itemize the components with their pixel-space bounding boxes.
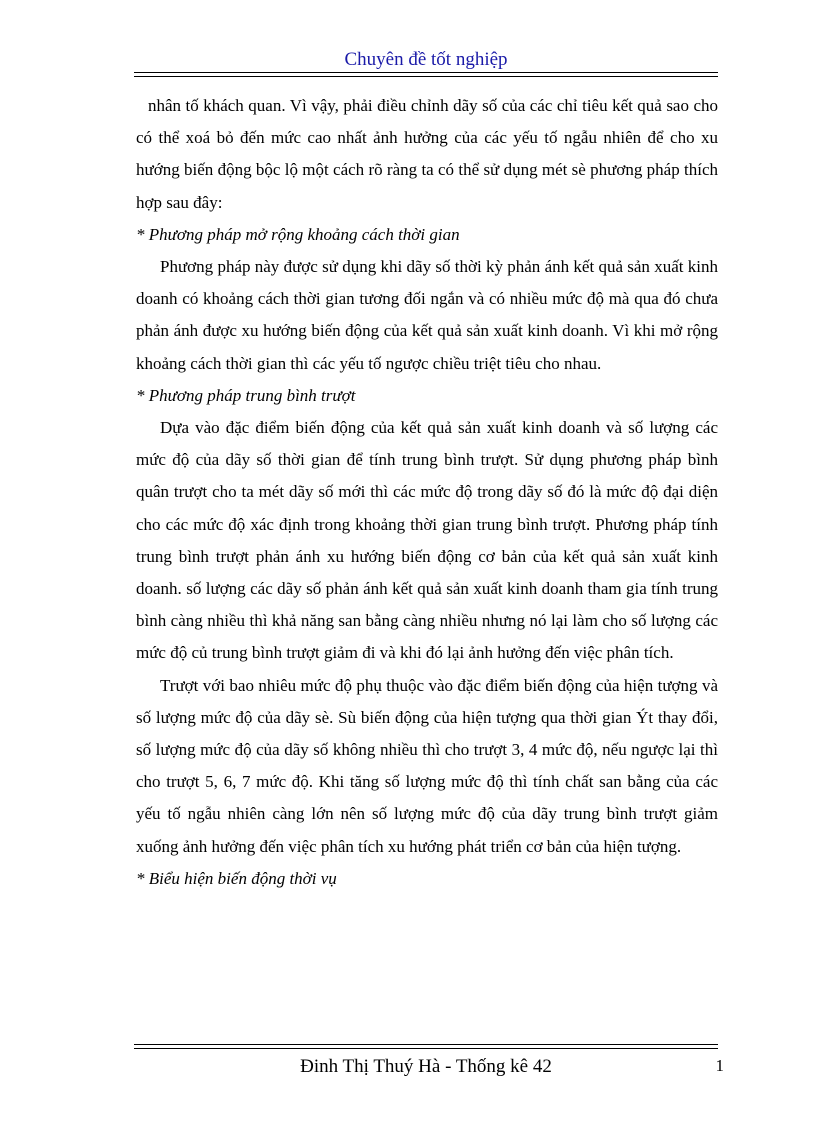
- page-number: 1: [715, 1056, 724, 1075]
- page-footer: [134, 1053, 724, 1081]
- document-body: [136, 90, 718, 895]
- header-title: Chuyên đề tốt nghiệp: [344, 49, 508, 70]
- section-heading-extend-interval: * Phương pháp mở rộng khoảng cách thời gian: [136, 224, 460, 244]
- header-divider: [134, 72, 718, 77]
- footer-author: Đinh Thị Thuý Hà - Thống kê 42: [300, 1056, 552, 1077]
- paragraph-intro: nhân tố khách quan. Vì vậy, phải điều chỉnh dãy số của các chỉ tiêu kết quả sao cho có thể xoá bỏ đến mức cao nhất ảnh hưởng của các yếu tố ngẫu nhiên để cho xu hướng biến động bộc lộ một cách rõ ràng ta có thể sử dụng mét sè phương pháp thích hợp sau đây:: [136, 96, 718, 212]
- section-heading-seasonal: * Biểu hiện biến động thời vụ: [136, 868, 337, 888]
- section-heading-moving-average: * Phương pháp trung bình trượt: [136, 385, 356, 405]
- footer-divider: [134, 1044, 718, 1049]
- page-header: [134, 46, 718, 74]
- paragraph-moving-average: Dựa vào đặc điểm biến động của kết quả sản xuất kinh doanh và số lượng các mức độ của dãy số thời gian để tính trung bình trượt. Sử dụng phương pháp bình quân trượt cho ta mét dãy số mới thì các mức độ trong dãy số đó là mức độ đại diện cho các mức độ xác định trong khoảng thời gian trung bình trượt. Phương pháp tính trung bình trượt phản ánh xu hướng biến động cơ bản của kết quả sản xuất kinh doanh. số lượng các dãy số phản ánh kết quả sản xuất kinh doanh tham gia tính trung bình càng nhiều thì khả năng san bằng càng nhiều nhưng nó lại làm cho số lượng các mức độ củ trung bình trượt giảm đi và khi đó lại ảnh hưởng đến việc phân tích.: [136, 418, 718, 663]
- paragraph-extend-interval: Phương pháp này được sử dụng khi dãy số thời kỳ phản ánh kết quả sản xuất kinh doanh có khoảng cách thời gian tương đối ngắn và có nhiều mức độ mà qua đó chưa phản ánh được xu hướng biến động của kết quả sản xuất kinh doanh. Vì khi mở rộng khoảng cách thời gian thì các yếu tố ngược chiều triệt tiêu cho nhau.: [136, 257, 718, 373]
- paragraph-moving-levels: Trượt với bao nhiêu mức độ phụ thuộc vào đặc điểm biến động của hiện tượng và số lượng mức độ của dãy sè. Sù biến động của hiện tượng qua thời gian Ýt thay đổi, số lượng mức độ của dãy số không nhiều thì cho trượt 3, 4 mức độ, nếu ngược lại thì cho trượt 5, 6, 7 mức độ. Khi tăng số lượng mức độ thì tính chất san bằng của các yếu tố ngẫu nhiên càng lớn nên số lượng mức độ của dãy trung bình trượt giảm xuống ảnh hưởng đến việc phân tích xu hướng phát triển cơ bản của hiện tượng.: [136, 675, 718, 856]
